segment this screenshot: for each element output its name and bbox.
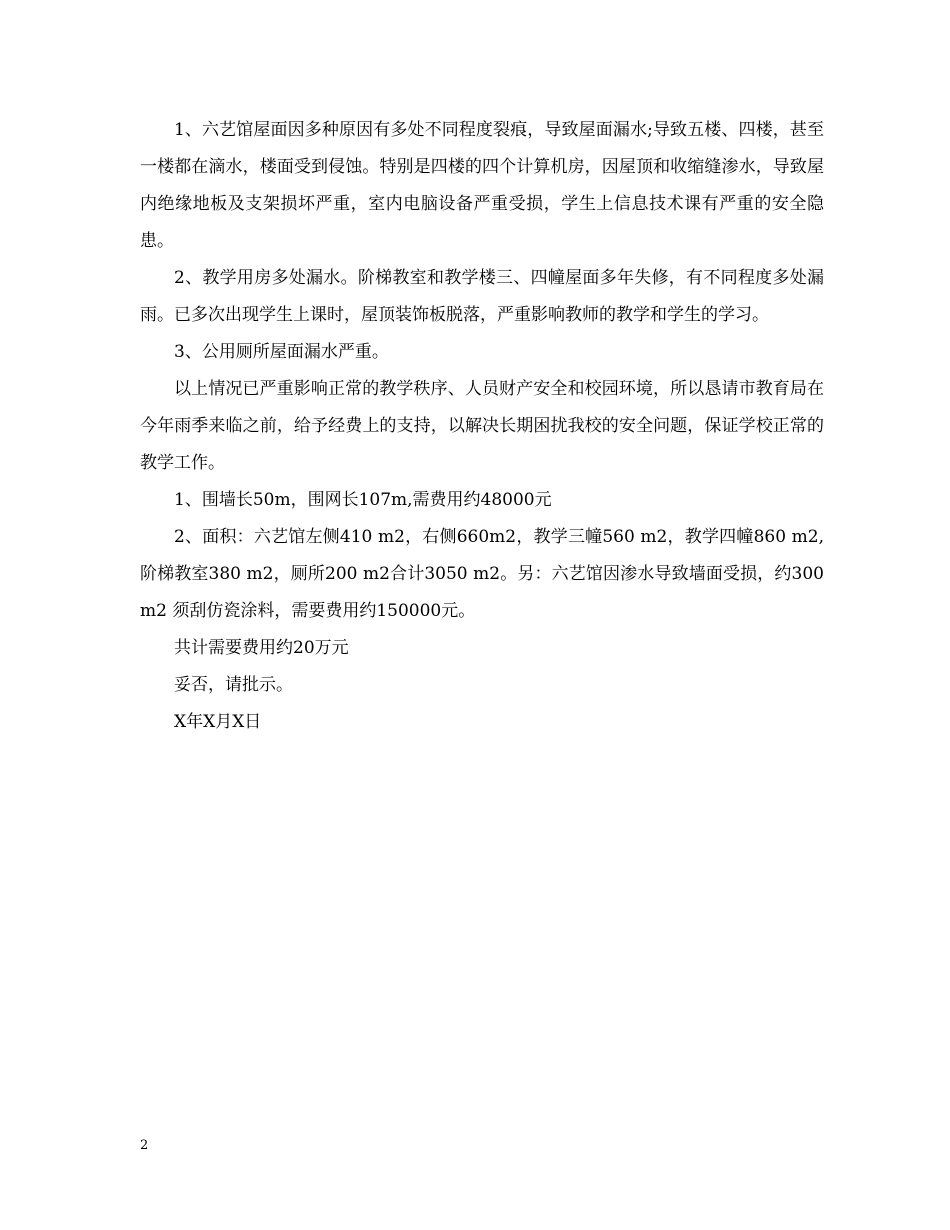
- paragraph-roof-cracks: 1、六艺馆屋面因多种原因有多处不同程度裂痕，导致屋面漏水;导致五楼、四楼，甚至一楼都在滴水，楼面受到侵蚀。特别是四楼的四个计算机房，因屋顶和收缩缝渗水，导致屋内绝缘地板及支架损坏严重，室内电脑设备严重受损，学生上信息技术课有严重的安全隐患。: [140, 120, 824, 251]
- paragraph-classroom-leaks: 2、教学用房多处漏水。阶梯教室和教学楼三、四幢屋面多年失修，有不同程度多处漏雨。已多次出现学生上课时，屋顶装饰板脱落，严重影响教师的教学和学生的学习。: [140, 268, 824, 325]
- document-body: [140, 112, 824, 741]
- paragraph-date: X年X月X日: [174, 712, 262, 732]
- paragraph-approval-request: 妥否，请批示。: [174, 675, 293, 695]
- page-number: 2: [140, 1138, 149, 1153]
- paragraph-area-cost: 2、面积：六艺馆左侧410 m2，右侧660m2，教学三幢560 m2，教学四幢860 m2,阶梯教室380 m2，厕所200 m2合计3050 m2。另：六艺馆因渗水导致墙面受损，约300 m2 须刮仿瓷涂料，需要费用约150000元。: [140, 527, 824, 621]
- paragraph-funding-request: 以上情况已严重影响正常的教学秩序、人员财产安全和校园环境，所以恳请市教育局在今年雨季来临之前，给予经费上的支持，以解决长期困扰我校的安全问题，保证学校正常的教学工作。: [140, 379, 824, 473]
- paragraph-wall-cost: 1、围墙长50m，围网长107m,需费用约48000元: [174, 490, 552, 510]
- paragraph-toilet-leaks: 3、公用厕所屋面漏水严重。: [174, 342, 389, 362]
- paragraph-total-cost: 共计需要费用约20万元: [174, 638, 349, 658]
